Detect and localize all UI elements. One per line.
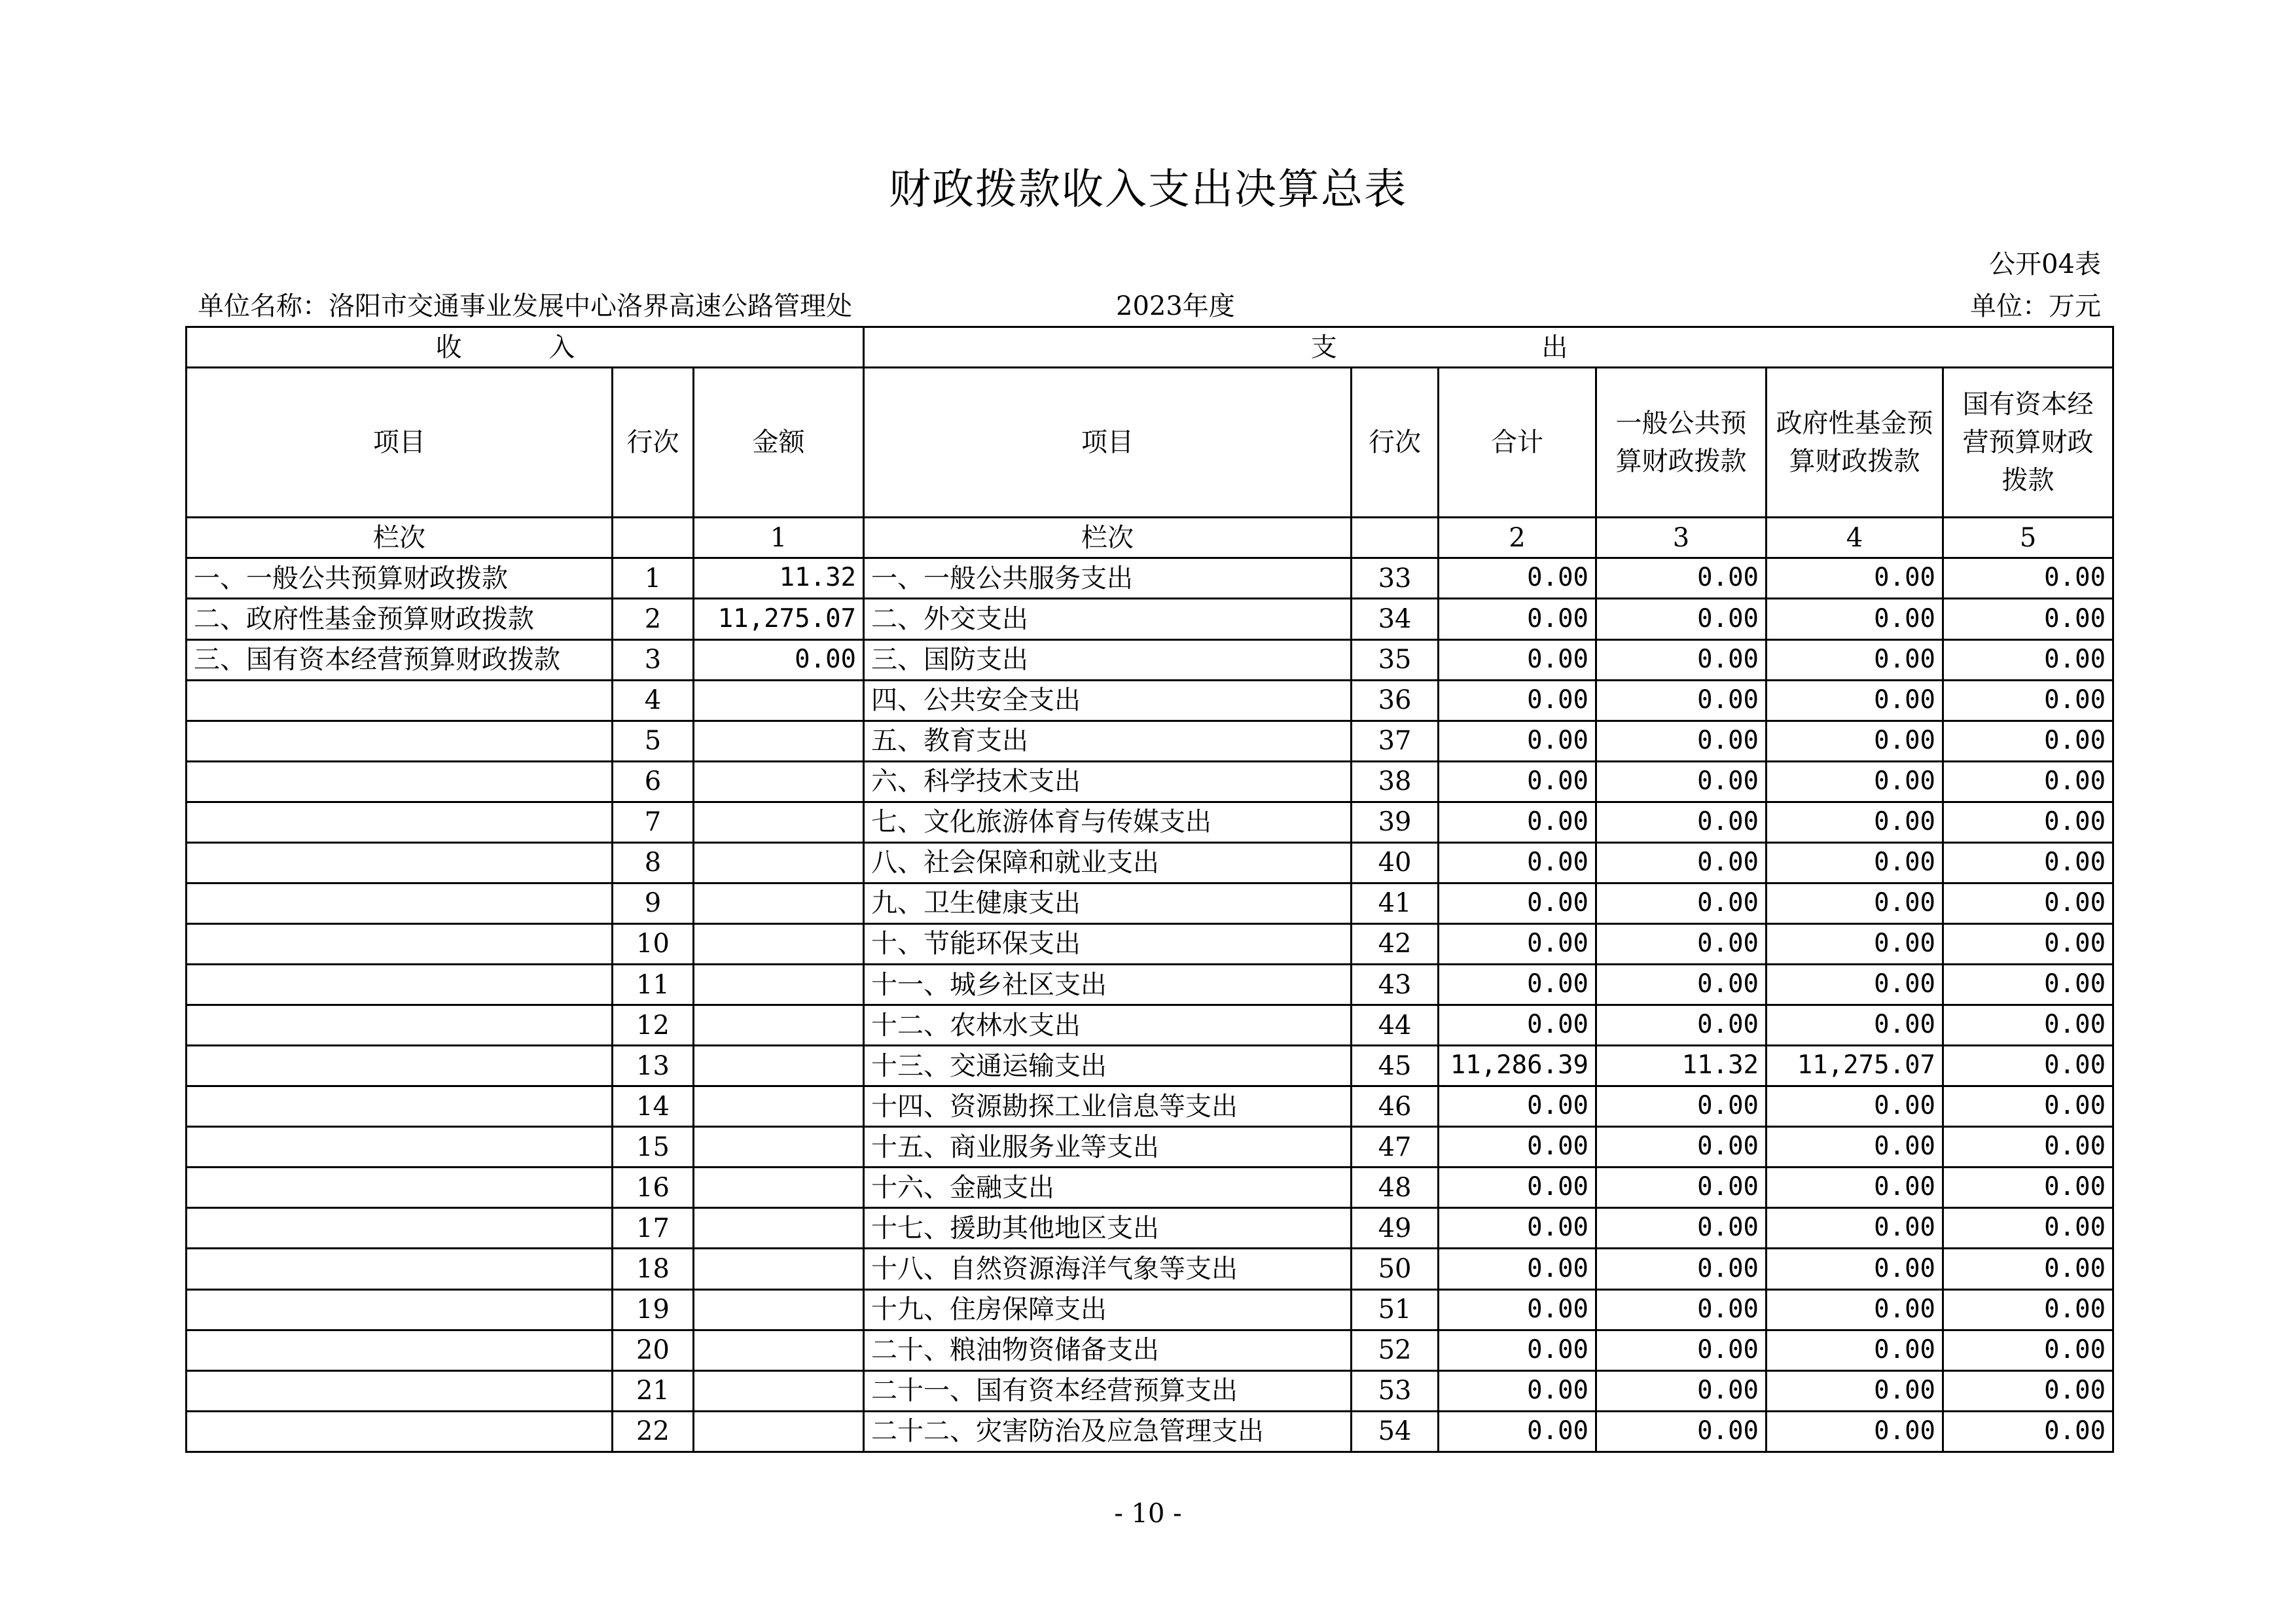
income-item-cell	[187, 1086, 613, 1127]
expense-item-cell: 十八、自然资源海洋气象等支出	[864, 1249, 1352, 1289]
expense-state-cell: 0.00	[1943, 1411, 2113, 1452]
income-amount-cell	[694, 883, 864, 923]
income-amount-cell	[694, 842, 864, 883]
header-expense-general: 一般公共预算财政拨款	[1596, 368, 1767, 518]
expense-general-cell: 0.00	[1596, 842, 1767, 883]
income-item-cell	[187, 965, 613, 1005]
expense-total-cell: 0.00	[1439, 1005, 1596, 1046]
table-row	[187, 883, 2113, 923]
income-line-cell: 2	[613, 599, 694, 639]
expense-line-cell: 37	[1352, 721, 1439, 761]
table-row	[187, 721, 2113, 761]
expense-general-cell: 0.00	[1596, 599, 1767, 639]
expense-total-cell: 0.00	[1439, 721, 1596, 761]
expense-total-cell: 0.00	[1439, 883, 1596, 923]
table-row	[187, 558, 2113, 599]
expense-item-cell: 六、科学技术支出	[864, 761, 1352, 802]
expense-fund-cell: 0.00	[1767, 639, 1943, 680]
income-amount-cell: 11,275.07	[694, 599, 864, 639]
expense-general-cell: 0.00	[1596, 1330, 1767, 1370]
expense-fund-cell: 0.00	[1767, 923, 1943, 964]
income-amount-cell: 11.32	[694, 558, 864, 599]
expense-section-header	[864, 327, 2113, 368]
expense-total-cell: 0.00	[1439, 842, 1596, 883]
expense-fund-cell: 0.00	[1767, 1005, 1943, 1046]
expense-state-cell: 0.00	[1943, 721, 2113, 761]
expense-general-cell: 0.00	[1596, 1168, 1767, 1208]
expense-item-cell: 十六、金融支出	[864, 1168, 1352, 1208]
income-line-cell: 17	[613, 1208, 694, 1249]
expense-total-cell: 0.00	[1439, 680, 1596, 721]
index-expense-general: 3	[1596, 518, 1767, 558]
income-line-cell: 13	[613, 1046, 694, 1086]
expense-general-cell: 0.00	[1596, 802, 1767, 842]
expense-state-cell: 0.00	[1943, 965, 2113, 1005]
expense-line-cell: 51	[1352, 1289, 1439, 1330]
table-row	[187, 1330, 2113, 1370]
income-line-cell: 7	[613, 802, 694, 842]
expense-total-cell: 0.00	[1439, 923, 1596, 964]
table-row	[187, 1411, 2113, 1452]
income-item-cell: 三、国有资本经营预算财政拨款	[187, 639, 613, 680]
expense-general-cell: 0.00	[1596, 721, 1767, 761]
income-amount-cell	[694, 1411, 864, 1452]
income-amount-cell	[694, 802, 864, 842]
expense-general-cell: 0.00	[1596, 1127, 1767, 1168]
income-item-cell	[187, 1370, 613, 1411]
expense-state-cell: 0.00	[1943, 923, 2113, 964]
expense-general-cell: 0.00	[1596, 1005, 1767, 1046]
income-amount-cell	[694, 1168, 864, 1208]
income-line-cell: 15	[613, 1127, 694, 1168]
income-item-cell	[187, 802, 613, 842]
expense-total-cell: 0.00	[1439, 802, 1596, 842]
income-item-cell	[187, 1168, 613, 1208]
income-line-cell: 18	[613, 1249, 694, 1289]
income-item-cell	[187, 1289, 613, 1330]
expense-item-cell: 十五、商业服务业等支出	[864, 1127, 1352, 1168]
expense-fund-cell: 0.00	[1767, 761, 1943, 802]
income-amount-cell	[694, 721, 864, 761]
table-row	[187, 680, 2113, 721]
expense-state-cell: 0.00	[1943, 761, 2113, 802]
income-line-cell: 14	[613, 1086, 694, 1127]
expense-fund-cell: 0.00	[1767, 1208, 1943, 1249]
income-section-header	[187, 327, 864, 368]
income-line-cell: 4	[613, 680, 694, 721]
expense-fund-cell: 0.00	[1767, 1330, 1943, 1370]
expense-state-cell: 0.00	[1943, 1046, 2113, 1086]
expense-general-cell: 0.00	[1596, 639, 1767, 680]
expense-line-cell: 43	[1352, 965, 1439, 1005]
index-income-line	[613, 518, 694, 558]
table-row	[187, 1168, 2113, 1208]
expense-state-cell: 0.00	[1943, 558, 2113, 599]
expense-fund-cell: 0.00	[1767, 965, 1943, 1005]
expense-fund-cell: 0.00	[1767, 1249, 1943, 1289]
expense-item-cell: 十、节能环保支出	[864, 923, 1352, 964]
table-row	[187, 802, 2113, 842]
income-line-cell: 10	[613, 923, 694, 964]
table-row	[187, 1127, 2113, 1168]
expense-fund-cell: 0.00	[1767, 1086, 1943, 1127]
table-row	[187, 1249, 2113, 1289]
header-expense-line: 行次	[1352, 368, 1439, 518]
expense-line-cell: 35	[1352, 639, 1439, 680]
expense-fund-cell: 0.00	[1767, 680, 1943, 721]
expense-fund-cell: 0.00	[1767, 1168, 1943, 1208]
table-row	[187, 1086, 2113, 1127]
page-number: - 10 -	[1114, 1499, 1182, 1529]
income-amount-cell	[694, 1086, 864, 1127]
income-amount-cell	[694, 965, 864, 1005]
table-row	[187, 639, 2113, 680]
expense-general-cell: 0.00	[1596, 1249, 1767, 1289]
expense-line-cell: 48	[1352, 1168, 1439, 1208]
expense-state-cell: 0.00	[1943, 1168, 2113, 1208]
expense-item-cell: 十二、农林水支出	[864, 1005, 1352, 1046]
index-expense-state: 5	[1943, 518, 2113, 558]
expense-total-cell: 0.00	[1439, 1168, 1596, 1208]
expense-line-cell: 44	[1352, 1005, 1439, 1046]
income-line-cell: 16	[613, 1168, 694, 1208]
income-item-cell	[187, 1005, 613, 1046]
expense-general-cell: 0.00	[1596, 883, 1767, 923]
expense-line-cell: 39	[1352, 802, 1439, 842]
income-amount-cell	[694, 761, 864, 802]
income-amount-cell	[694, 1005, 864, 1046]
expense-total-cell: 0.00	[1439, 1289, 1596, 1330]
expense-item-cell: 一、一般公共服务支出	[864, 558, 1352, 599]
expense-state-cell: 0.00	[1943, 1249, 2113, 1289]
income-item-cell	[187, 1046, 613, 1086]
income-line-cell: 9	[613, 883, 694, 923]
expense-state-cell: 0.00	[1943, 802, 2113, 842]
expense-general-cell: 0.00	[1596, 923, 1767, 964]
expense-fund-cell: 0.00	[1767, 802, 1943, 842]
expense-line-cell: 36	[1352, 680, 1439, 721]
index-expense-line	[1352, 518, 1439, 558]
expense-state-cell: 0.00	[1943, 1208, 2113, 1249]
income-item-cell	[187, 1127, 613, 1168]
expense-general-cell: 0.00	[1596, 1208, 1767, 1249]
expense-line-cell: 47	[1352, 1127, 1439, 1168]
expense-line-cell: 41	[1352, 883, 1439, 923]
header-expense-state: 国有资本经营预算财政拨款	[1943, 368, 2113, 518]
expense-general-cell: 0.00	[1596, 1086, 1767, 1127]
income-item-cell	[187, 1208, 613, 1249]
expense-item-cell: 四、公共安全支出	[864, 680, 1352, 721]
page-title: 财政拨款收入支出决算总表	[889, 166, 1407, 214]
expense-line-cell: 42	[1352, 923, 1439, 964]
income-line-cell: 22	[613, 1411, 694, 1452]
expense-item-cell: 三、国防支出	[864, 639, 1352, 680]
expense-fund-cell: 11,275.07	[1767, 1046, 1943, 1086]
expense-state-cell: 0.00	[1943, 1330, 2113, 1370]
expense-line-cell: 45	[1352, 1046, 1439, 1086]
expense-general-cell: 11.32	[1596, 1046, 1767, 1086]
income-line-cell: 11	[613, 965, 694, 1005]
expense-line-cell: 34	[1352, 599, 1439, 639]
expense-total-cell: 0.00	[1439, 558, 1596, 599]
expense-fund-cell: 0.00	[1767, 1127, 1943, 1168]
expense-line-cell: 50	[1352, 1249, 1439, 1289]
expense-item-cell: 二十一、国有资本经营预算支出	[864, 1370, 1352, 1411]
index-expense-label: 栏次	[864, 518, 1352, 558]
column-header-row	[187, 368, 2113, 518]
income-item-cell	[187, 680, 613, 721]
expense-line-cell: 53	[1352, 1370, 1439, 1411]
table-row	[187, 761, 2113, 802]
income-amount-cell	[694, 1208, 864, 1249]
income-item-cell	[187, 721, 613, 761]
index-expense-total: 2	[1439, 518, 1596, 558]
expense-state-cell: 0.00	[1943, 639, 2113, 680]
expense-item-cell: 八、社会保障和就业支出	[864, 842, 1352, 883]
header-expense-fund: 政府性基金预算财政拨款	[1767, 368, 1943, 518]
table-row	[187, 1370, 2113, 1411]
income-section-label: 收 入	[435, 332, 615, 363]
expense-total-cell: 0.00	[1439, 599, 1596, 639]
form-number: 公开04表	[1989, 249, 2101, 279]
expense-state-cell: 0.00	[1943, 1086, 2113, 1127]
expense-item-cell: 七、文化旅游体育与传媒支出	[864, 802, 1352, 842]
expense-fund-cell: 0.00	[1767, 1411, 1943, 1452]
expense-general-cell: 0.00	[1596, 1370, 1767, 1411]
currency-unit: 单位：万元	[1970, 291, 2101, 321]
section-header-row	[187, 327, 2113, 368]
income-item-cell	[187, 1249, 613, 1289]
income-amount-cell: 0.00	[694, 639, 864, 680]
income-item-cell	[187, 842, 613, 883]
expense-fund-cell: 0.00	[1767, 1370, 1943, 1411]
header-expense-total: 合计	[1439, 368, 1596, 518]
expense-item-cell: 十三、交通运输支出	[864, 1046, 1352, 1086]
expense-item-cell: 二十、粮油物资储备支出	[864, 1330, 1352, 1370]
expense-total-cell: 0.00	[1439, 1249, 1596, 1289]
income-item-cell	[187, 883, 613, 923]
expense-total-cell: 0.00	[1439, 1370, 1596, 1411]
income-line-cell: 3	[613, 639, 694, 680]
expense-line-cell: 54	[1352, 1411, 1439, 1452]
expense-line-cell: 40	[1352, 842, 1439, 883]
expense-total-cell: 0.00	[1439, 1208, 1596, 1249]
table-row	[187, 923, 2113, 964]
expense-state-cell: 0.00	[1943, 680, 2113, 721]
index-income-label: 栏次	[187, 518, 613, 558]
expense-line-cell: 49	[1352, 1208, 1439, 1249]
income-amount-cell	[694, 1289, 864, 1330]
income-amount-cell	[694, 1330, 864, 1370]
index-expense-fund: 4	[1767, 518, 1943, 558]
expense-general-cell: 0.00	[1596, 558, 1767, 599]
expense-fund-cell: 0.00	[1767, 599, 1943, 639]
expense-line-cell: 52	[1352, 1330, 1439, 1370]
expense-line-cell: 38	[1352, 761, 1439, 802]
expense-total-cell: 0.00	[1439, 965, 1596, 1005]
income-amount-cell	[694, 923, 864, 964]
expense-general-cell: 0.00	[1596, 1411, 1767, 1452]
expense-general-cell: 0.00	[1596, 761, 1767, 802]
expense-fund-cell: 0.00	[1767, 1289, 1943, 1330]
expense-line-cell: 46	[1352, 1086, 1439, 1127]
income-item-cell: 一、一般公共预算财政拨款	[187, 558, 613, 599]
income-amount-cell	[694, 1249, 864, 1289]
expense-general-cell: 0.00	[1596, 1289, 1767, 1330]
header-income-line: 行次	[613, 368, 694, 518]
expense-fund-cell: 0.00	[1767, 883, 1943, 923]
income-amount-cell	[694, 1370, 864, 1411]
expense-item-cell: 九、卫生健康支出	[864, 883, 1352, 923]
expense-total-cell: 0.00	[1439, 761, 1596, 802]
expense-line-cell: 33	[1352, 558, 1439, 599]
expense-state-cell: 0.00	[1943, 1289, 2113, 1330]
income-amount-cell	[694, 680, 864, 721]
expense-item-cell: 十九、住房保障支出	[864, 1289, 1352, 1330]
income-item-cell	[187, 761, 613, 802]
table-row	[187, 1289, 2113, 1330]
header-expense-item: 项目	[864, 368, 1352, 518]
expense-state-cell: 0.00	[1943, 842, 2113, 883]
income-item-cell: 二、政府性基金预算财政拨款	[187, 599, 613, 639]
expense-fund-cell: 0.00	[1767, 842, 1943, 883]
income-item-cell	[187, 923, 613, 964]
income-line-cell: 19	[613, 1289, 694, 1330]
expense-general-cell: 0.00	[1596, 965, 1767, 1005]
income-line-cell: 20	[613, 1330, 694, 1370]
expense-state-cell: 0.00	[1943, 883, 2113, 923]
income-item-cell	[187, 1330, 613, 1370]
expense-item-cell: 二、外交支出	[864, 599, 1352, 639]
expense-item-cell: 十七、援助其他地区支出	[864, 1208, 1352, 1249]
income-amount-cell	[694, 1127, 864, 1168]
income-line-cell: 8	[613, 842, 694, 883]
expense-item-cell: 二十二、灾害防治及应急管理支出	[864, 1411, 1352, 1452]
unit-name: 单位名称：洛阳市交通事业发展中心洛界高速公路管理处	[198, 291, 852, 321]
table-row	[187, 1046, 2113, 1086]
header-income-amount: 金额	[694, 368, 864, 518]
expense-total-cell: 0.00	[1439, 639, 1596, 680]
table-row	[187, 965, 2113, 1005]
expense-fund-cell: 0.00	[1767, 721, 1943, 761]
expense-section-label: 支 出	[1310, 332, 1666, 363]
income-item-cell	[187, 1411, 613, 1452]
income-line-cell: 6	[613, 761, 694, 802]
expense-fund-cell: 0.00	[1767, 558, 1943, 599]
table-row	[187, 599, 2113, 639]
table-row	[187, 1208, 2113, 1249]
income-line-cell: 12	[613, 1005, 694, 1046]
index-income-amount: 1	[694, 518, 864, 558]
expense-state-cell: 0.00	[1943, 1370, 2113, 1411]
column-index-row	[187, 518, 2113, 558]
income-amount-cell	[694, 1046, 864, 1086]
expense-general-cell: 0.00	[1596, 680, 1767, 721]
expense-total-cell: 11,286.39	[1439, 1046, 1596, 1086]
table-row	[187, 842, 2113, 883]
header-income-item: 项目	[187, 368, 613, 518]
expense-total-cell: 0.00	[1439, 1086, 1596, 1127]
budget-table	[185, 326, 2114, 1453]
income-line-cell: 5	[613, 721, 694, 761]
expense-state-cell: 0.00	[1943, 1127, 2113, 1168]
expense-total-cell: 0.00	[1439, 1330, 1596, 1370]
expense-item-cell: 十四、资源勘探工业信息等支出	[864, 1086, 1352, 1127]
table-row	[187, 1005, 2113, 1046]
expense-total-cell: 0.00	[1439, 1411, 1596, 1452]
expense-item-cell: 五、教育支出	[864, 721, 1352, 761]
income-line-cell: 21	[613, 1370, 694, 1411]
income-line-cell: 1	[613, 558, 694, 599]
expense-state-cell: 0.00	[1943, 599, 2113, 639]
fiscal-year: 2023年度	[1116, 291, 1235, 321]
expense-item-cell: 十一、城乡社区支出	[864, 965, 1352, 1005]
expense-total-cell: 0.00	[1439, 1127, 1596, 1168]
expense-state-cell: 0.00	[1943, 1005, 2113, 1046]
